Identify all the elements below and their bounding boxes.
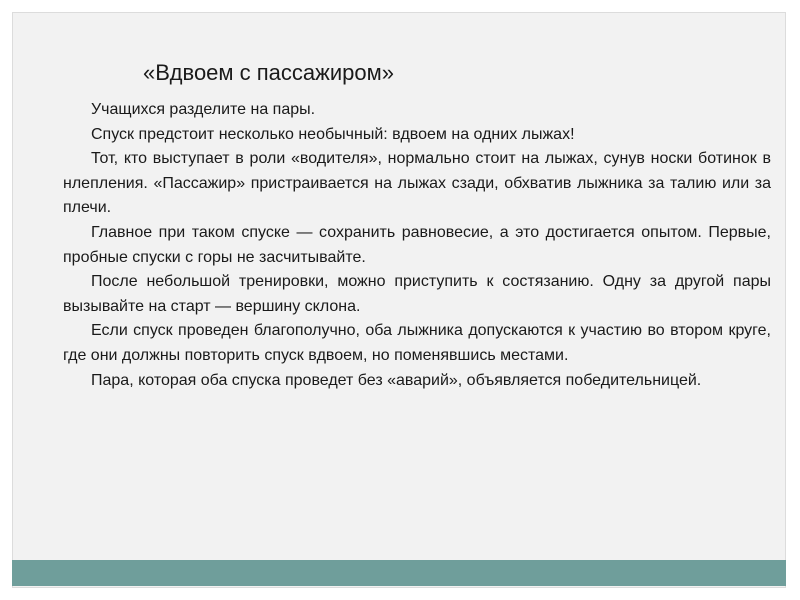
paragraph: Если спуск проведен благополучно, оба лыжника допускаются к участию во втором круге, где они должны повторить спуск вдвоем, но поменявшись местами. bbox=[63, 322, 771, 364]
paragraph: Главное при таком спуске — сохранить равновесие, а это достигается опытом. Первые, пробные спуски с горы не засчитывайте. bbox=[63, 223, 771, 266]
paragraph: Пара, которая оба спуска проведет без «аварий», объявляется победительницей. bbox=[91, 371, 702, 389]
paragraph: Тот, кто выступает в роли «водителя», нормально стоит на лыжах, сунув носки ботинок в нлепления. «Пассажир» пристраивается на лыжах сзади, обхватив лыжника за талию или за плечи. bbox=[63, 150, 771, 217]
paragraph: Учащихся разделите на пары. bbox=[91, 101, 316, 118]
paragraph: Спуск предстоит несколько необычный: вдвоем на одних лыжах! bbox=[91, 125, 575, 143]
footer-bar bbox=[12, 560, 786, 586]
slide-title: «Вдвоем с пассажиром» bbox=[143, 60, 394, 85]
paragraph: После небольшой тренировки, можно приступить к состязанию. Одну за другой пары вызывайте на старт — вершину склона. bbox=[63, 273, 771, 315]
slide bbox=[12, 12, 786, 588]
slide-body bbox=[63, 98, 771, 393]
